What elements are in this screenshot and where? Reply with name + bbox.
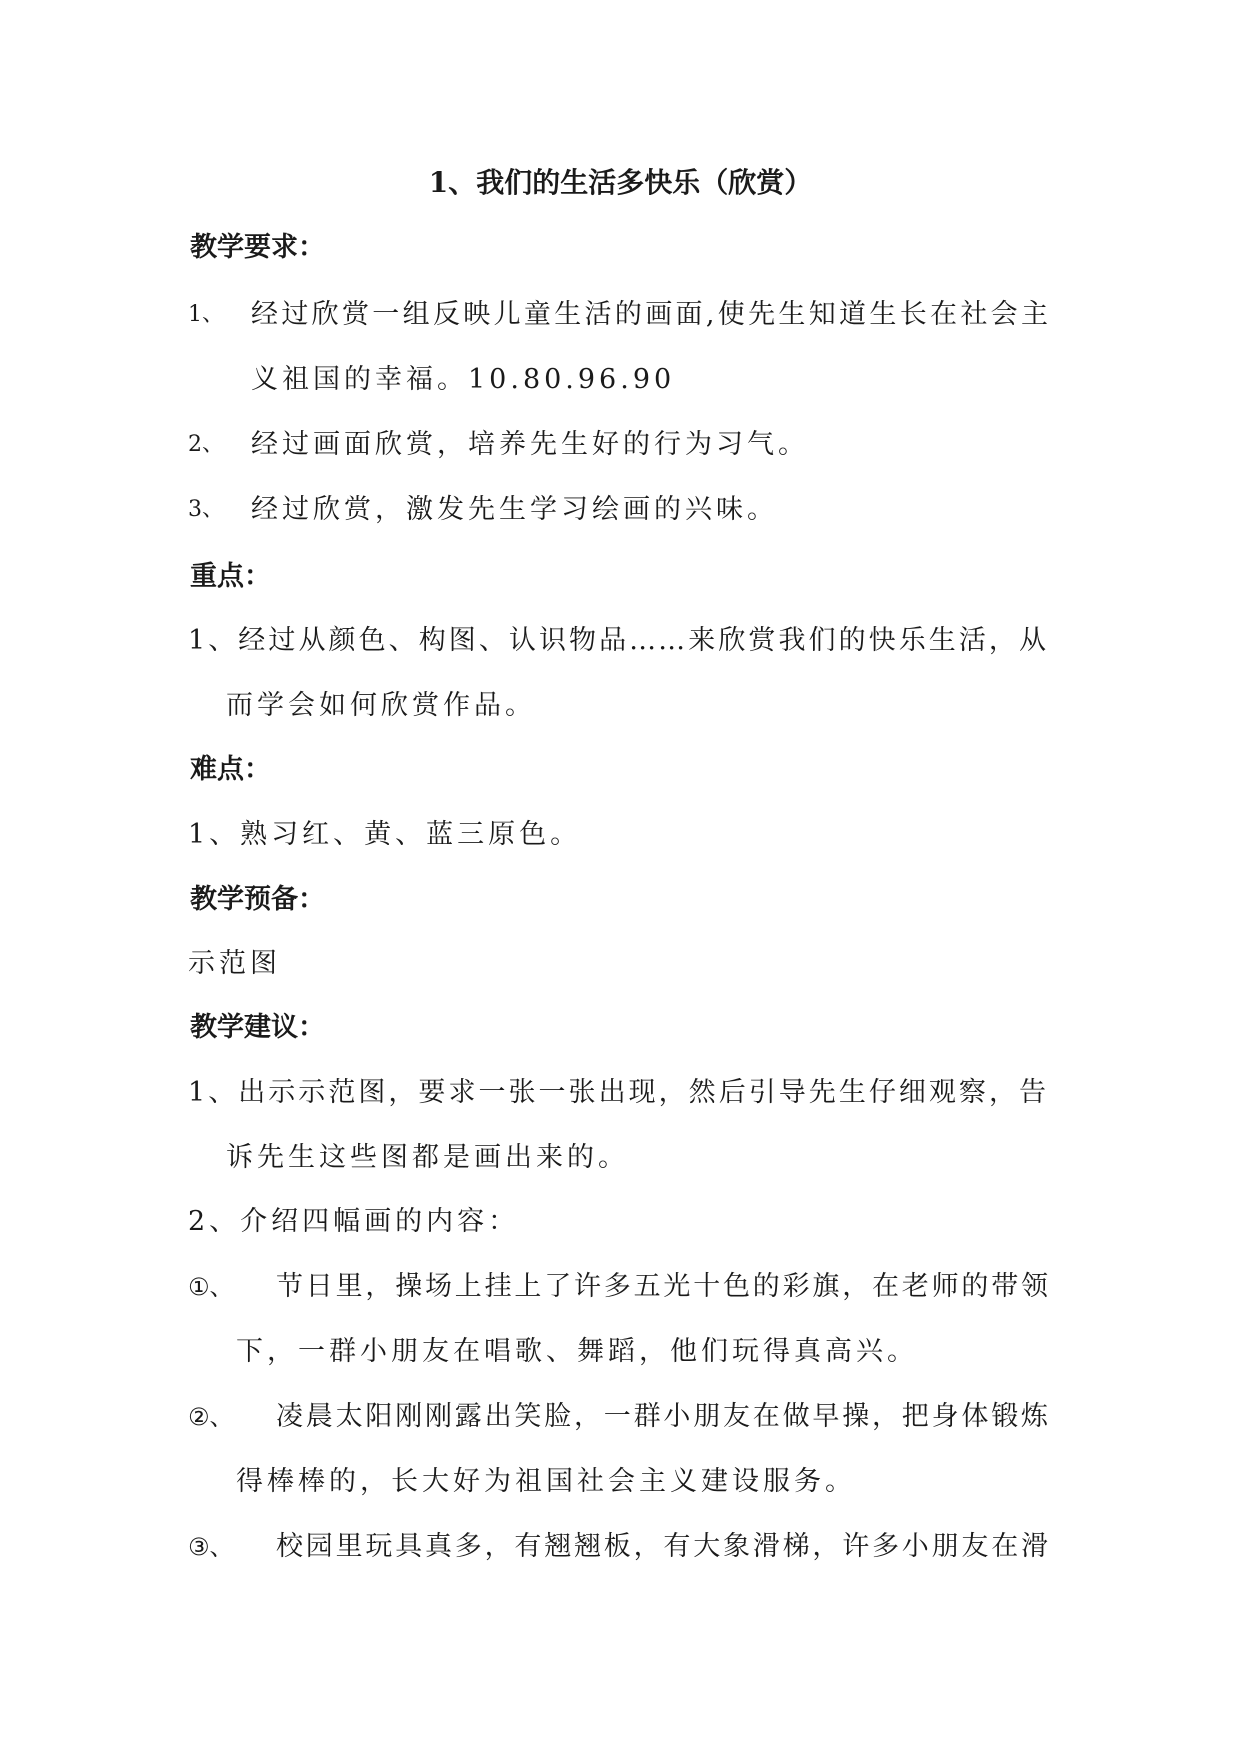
picture-1-line-2: 下，一群小朋友在唱歌、舞蹈，他们玩得真高兴。 [236,1336,918,1367]
difficulties-line-1: 1、熟习红、黄、蓝三原色。 [188,819,582,850]
picture-2-line-2: 得棒棒的，长大好为祖国社会主义建设服务。 [236,1466,856,1497]
heading-requirements: 教学要求： [190,232,325,263]
picture-1-marker: ①、 [188,1273,234,1301]
picture-3-line-1: 校园里玩具真多，有翘翘板，有大象滑梯，许多小朋友在滑 [276,1531,1050,1562]
key-points-line-1: 1、经过从颜色、构图、认识物品……来欣赏我们的快乐生活，从 [188,625,1048,656]
picture-2-line-1: 凌晨太阳刚刚露出笑脸，一群小朋友在做早操，把身体锻炼 [276,1401,1050,1432]
page-title: 1、我们的生活多快乐（欣赏） [428,166,813,199]
picture-1-line-1: 节日里，操场上挂上了许多五光十色的彩旗，在老师的带领 [276,1271,1050,1302]
requirement-3-line-1: 经过欣赏，激发先生学习绘画的兴味。 [251,494,778,525]
requirement-1-line-1: 经过欣赏一组反映儿童生活的画面,使先生知道生长在社会主 [251,299,1051,330]
picture-2-marker: ②、 [188,1403,234,1431]
heading-difficulties: 难点： [190,754,271,785]
key-points-line-2: 而学会如何欣赏作品。 [226,690,536,721]
heading-suggestions: 教学建议： [190,1012,325,1043]
requirement-2-marker: 2、 [188,432,224,457]
requirement-2-line-1: 经过画面欣赏，培养先生好的行为习气。 [251,429,809,460]
suggestion-1-line-1: 1、出示示范图，要求一张一张出现，然后引导先生仔细观察，告 [188,1077,1048,1108]
picture-3-marker: ③、 [188,1533,234,1561]
heading-preparation: 教学预备： [190,884,325,915]
preparation-line-1: 示范图 [188,948,281,979]
requirement-3-marker: 3、 [188,497,224,522]
requirement-1-line-2: 义祖国的幸福。10.80.96.90 [251,364,676,395]
heading-key-points: 重点： [190,561,271,592]
suggestion-2-line-1: 2、介绍四幅画的内容： [188,1206,520,1237]
requirement-1-marker: 1、 [188,302,224,327]
suggestion-1-line-2: 诉先生这些图都是画出来的。 [226,1142,629,1173]
